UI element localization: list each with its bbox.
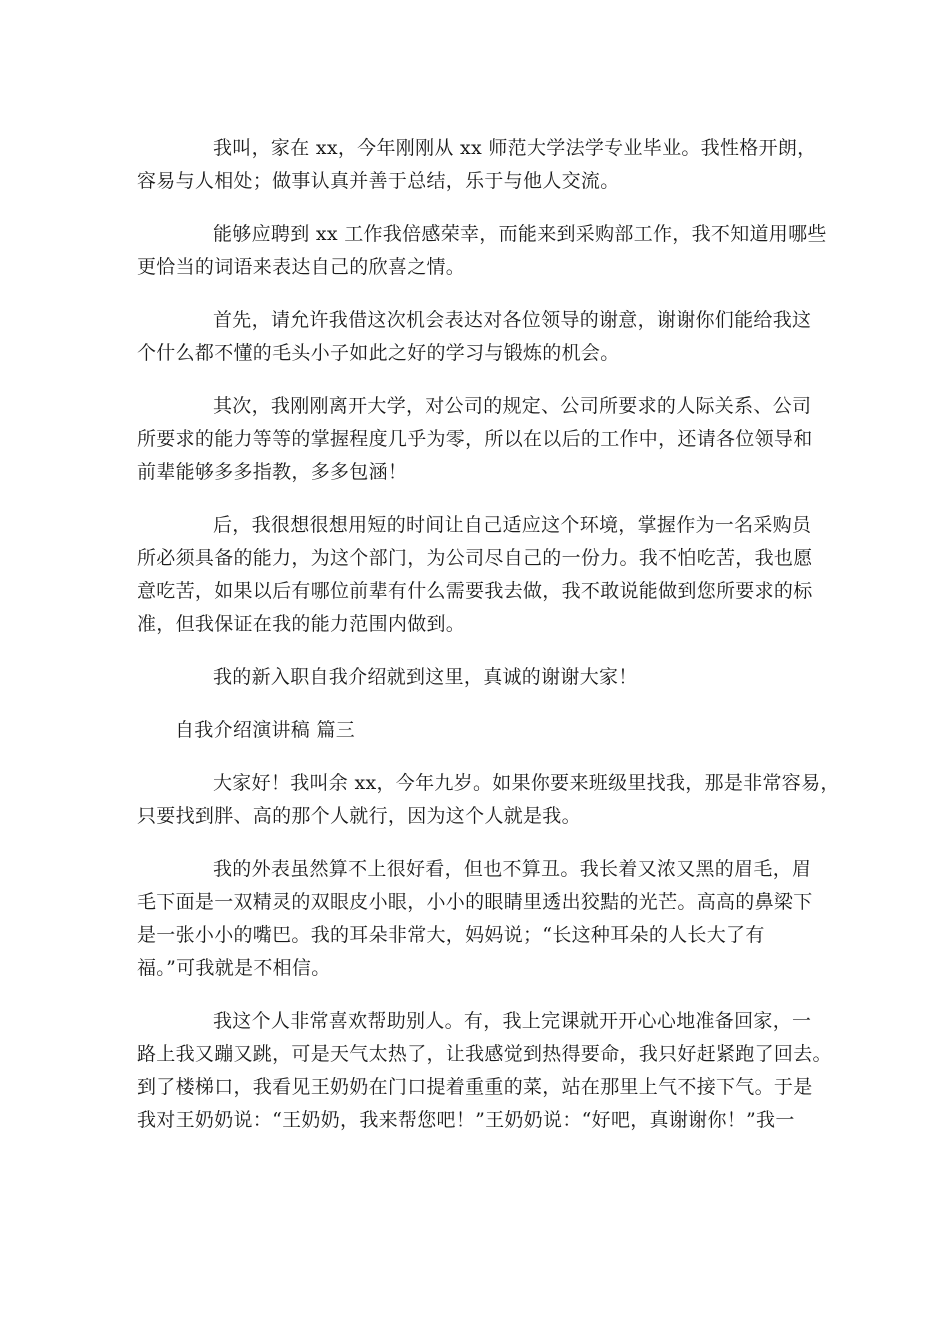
- text-line: 是一张小小的嘴巴。我的耳朵非常大，妈妈说；“长这种耳朵的人长大了有: [137, 924, 765, 946]
- paragraph-closing: [137, 661, 827, 694]
- text-line: 后，我很想很想用短的时间让自己适应这个环境，掌握作为一名采购员: [213, 514, 812, 536]
- text-line: 所要求的能力等等的掌握程度几乎为零，所以在以后的工作中，还请各位领导和: [137, 428, 813, 450]
- text-line: 毛下面是一双精灵的双眼皮小眼，小小的眼睛里透出狡黠的光芒。高高的鼻梁下: [137, 891, 813, 913]
- paragraph-intro: [137, 132, 827, 198]
- text-line: 首先，请允许我借这次机会表达对各位领导的谢意，谢谢你们能给我这: [213, 309, 812, 331]
- text-line: 个什么都不懂的毛头小子如此之好的学习与锻炼的机会。: [137, 342, 620, 364]
- paragraph-secondly: [137, 390, 827, 489]
- text-line: 大家好！我叫余 xx，今年九岁。如果你要来班级里找我，那是非常容易，: [213, 772, 840, 794]
- text-line: 准，但我保证在我的能力范围内做到。: [137, 613, 466, 635]
- paragraph-greeting: [137, 767, 840, 833]
- text-line: 到了楼梯口，我看见王奶奶在门口提着重重的菜，站在那里上气不接下气。于是: [137, 1076, 813, 1098]
- text-line: 我的新入职自我介绍就到这里，真诚的谢谢大家！: [213, 666, 638, 688]
- paragraph-helping: [137, 1005, 832, 1137]
- text-line: 路上我又蹦又跳，可是天气太热了，让我感觉到热得要命，我只好赶紧跑了回去。: [137, 1043, 832, 1065]
- text-line: 能够应聘到 xx 工作我倍感荣幸，而能来到采购部工作，我不知道用哪些: [213, 223, 827, 245]
- text-line: 我这个人非常喜欢帮助别人。有，我上完课就开开心心地准备回家，一: [213, 1010, 812, 1032]
- paragraph-honor: [137, 218, 827, 284]
- text-line: 意吃苦，如果以后有哪位前辈有什么需要我去做，我不敢说能做到您所要求的标: [137, 580, 813, 602]
- section-heading: 自我介绍演讲稿 篇三: [175, 719, 356, 741]
- text-line: 我叫，家在 xx，今年刚刚从 xx 师范大学法学专业毕业。我性格开朗，: [213, 137, 817, 159]
- text-line: 更恰当的词语来表达自己的欣喜之情。: [137, 256, 466, 278]
- paragraph-appearance: [137, 853, 827, 985]
- text-line: 我的外表虽然算不上很好看，但也不算丑。我长着又浓又黑的眉毛，眉: [213, 858, 812, 880]
- text-line: 福。”可我就是不相信。: [137, 957, 331, 979]
- text-line: 其次，我刚刚离开大学，对公司的规定、公司所要求的人际关系、公司: [213, 395, 812, 417]
- text-line: 前辈能够多多指教，多多包涵！: [137, 461, 408, 483]
- text-line: 我对王奶奶说：“王奶奶，我来帮您吧！”王奶奶说：“好吧，真谢谢你！”我一: [137, 1109, 795, 1131]
- paragraph-finally: [137, 509, 827, 641]
- document-body: [137, 132, 840, 1157]
- text-line: 容易与人相处；做事认真并善于总结，乐于与他人交流。: [137, 170, 620, 192]
- text-line: 只要找到胖、高的那个人就行，因为这个人就是我。: [137, 805, 581, 827]
- text-line: 所必须具备的能力，为这个部门，为公司尽自己的一份力。我不怕吃苦，我也愿: [137, 547, 813, 569]
- paragraph-thanks: [137, 304, 827, 370]
